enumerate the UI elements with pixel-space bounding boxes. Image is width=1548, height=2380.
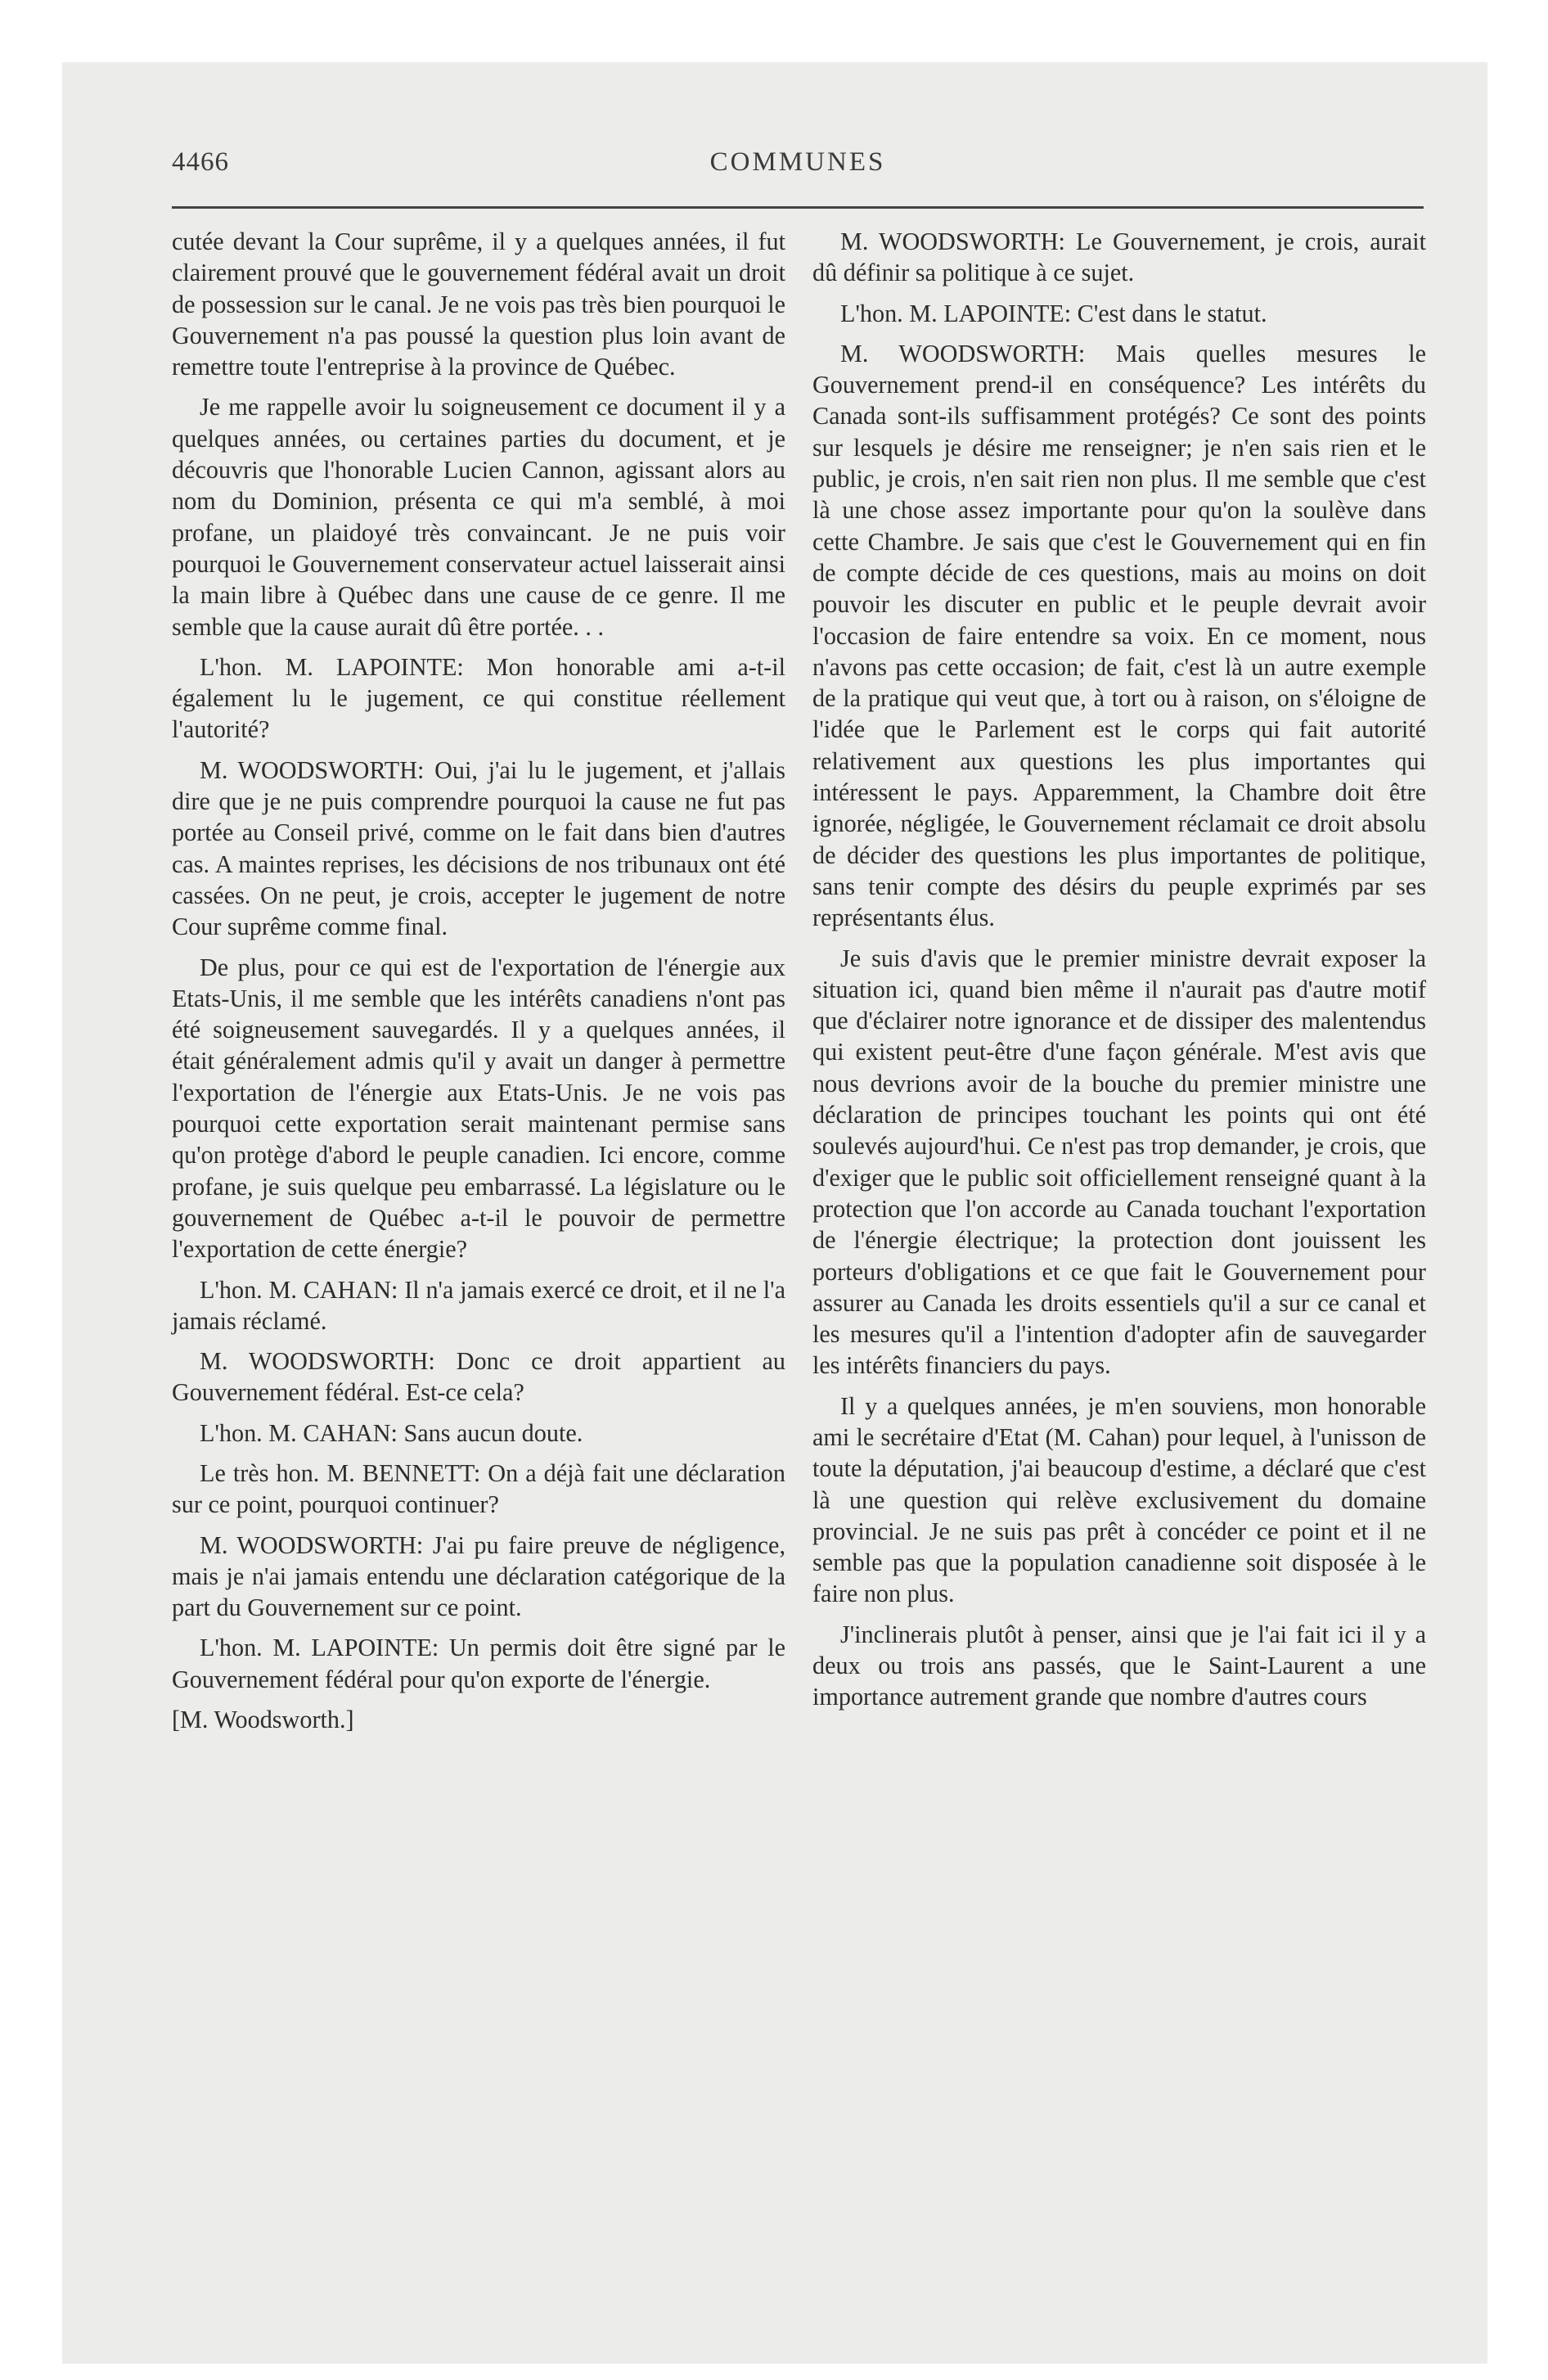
paragraph: L'hon. M. LAPOINTE: C'est dans le statut. <box>840 299 1267 327</box>
paragraph: L'hon. M. CAHAN: Il n'a jamais exercé ce droit, et il ne l'a jamais réclamé. <box>172 1275 785 1335</box>
paragraph: L'hon. M. CAHAN: Sans aucun doute. <box>200 1418 583 1447</box>
paragraph: M. WOODSWORTH: Oui, j'ai lu le jugement, et j'allais dire que je ne puis comprendre pourquoi la cause ne fut pas portée au Conseil privé, comme on le fait dans bien d'autres cas. A maintes reprises, les décisions de nos tribunaux ont été cassées. On ne peut, je crois, accepter le jugement de notre Cour suprême comme final. <box>172 755 785 941</box>
paragraph: Le très hon. M. BENNETT: On a déjà fait une déclaration sur ce point, pourquoi continuer? <box>172 1458 785 1519</box>
left-column <box>172 226 785 1744</box>
paragraph: M. WOODSWORTH: Mais quelles mesures le Gouvernement prend-il en conséquence? Les intérêts du Canada sont-ils suffisamment protégés? Ce sont des points sur lesquels je désire me renseigner; je n'en sais rien et le public, je crois, n'en sait rien non plus. Il me semble que c'est là une chose assez importante pour qu'on la soulève dans cette Chambre. Je sais que c'est le Gouvernement qui en fin de compte décide de ces questions, mais au moins on doit pouvoir les discuter en public et le peuple devrait avoir l'occasion de faire entendre sa voix. En ce moment, nous n'avons pas cette occasion; de fait, c'est là un autre exemple de la pratique qui veut que, à tort ou à raison, on s'éloigne de l'idée que le Parlement est le corps qui fait autorité relativement aux questions les plus importantes qui intéressent le pays. Apparemment, la Chambre doit être ignorée, négligée, le Gouvernement réclamait ce droit absolu de décider des questions les plus importantes de politique, sans tenir compte des désirs du peuple exprimés par ses représentants élus. <box>812 339 1426 932</box>
header-rule <box>172 206 1424 209</box>
paragraph: L'hon. M. LAPOINTE: Mon honorable ami a-t-il également lu le jugement, ce qui constitue réellement l'autorité? <box>172 652 785 744</box>
paragraph: J'inclinerais plutôt à penser, ainsi que je l'ai fait ici il y a deux ou trois ans passés, que le Saint-Laurent a une importance autrement grande que nombre d'autres cours <box>812 1620 1426 1711</box>
paragraph: cutée devant la Cour suprême, il y a quelques années, il fut clairement prouvé que le gouvernement fédéral avait un droit de possession sur le canal. Je ne vois pas très bien pourquoi le Gouvernement n'a pas poussé la question plus loin avant de remettre toute l'entreprise à la province de Québec. <box>172 228 785 381</box>
paragraph: Il y a quelques années, je m'en souviens, mon honorable ami le secrétaire d'Etat (M. Cahan) pour lequel, à l'unisson de toute la députation, j'ai beaucoup d'estime, a déclaré que c'est là une question qui relève exclusivement du domaine provincial. Je ne suis pas prêt à concéder ce point et il ne semble pas que la population canadienne soit disposée à le faire non plus. <box>812 1391 1426 1608</box>
speaker-marker: [M. Woodsworth.] <box>172 1706 354 1734</box>
right-column <box>812 226 1426 1722</box>
paragraph: L'hon. M. LAPOINTE: Un permis doit être signé par le Gouvernement fédéral pour qu'on exporte de l'énergie. <box>172 1634 785 1693</box>
paragraph: Je suis d'avis que le premier ministre devrait exposer la situation ici, quand bien même il n'aurait pas d'autre motif que d'éclairer notre ignorance et de dissiper des malentendus qui existent peut-être d'une façon générale. M'est avis que nous devrions avoir de la bouche du premier ministre une déclaration de principes touchant les points qui ont été soulevés aujourd'hui. Ce n'est pas trop demander, je crois, que d'exiger que le public soit officiellement renseigné quant à la protection que l'on accorde au Canada touchant l'exportation de l'énergie électrique; la protection dont jouissent les porteurs d'obligations et ce que fait le Gouvernement pour assurer au Canada les droits essentiels qu'il a sur ce canal et les mesures qu'il a l'intention d'adopter afin de sauvegarder les intérêts financiers du pays. <box>812 944 1426 1380</box>
paragraph: De plus, pour ce qui est de l'exportation de l'énergie aux Etats-Unis, il me semble que les intérêts canadiens n'ont pas été soigneusement sauvegardés. Il y a quelques années, il était généralement admis qu'il y avait un danger à permettre l'exportation de l'énergie aux Etats-Unis. Je ne vois pas pourquoi cette exportation serait maintenant permise sans qu'on protège d'abord le peuple canadien. Ici encore, comme profane, je suis quelque peu embarrassé. La législature ou le gouvernement de Québec a-t-il le pouvoir de permettre l'exportation de cette énergie? <box>172 953 785 1264</box>
paragraph: M. WOODSWORTH: J'ai pu faire preuve de négligence, mais je n'ai jamais entendu une déclaration catégorique de la part du Gouvernement sur ce point. <box>172 1530 785 1622</box>
paragraph: M. WOODSWORTH: Donc ce droit appartient au Gouvernement fédéral. Est-ce cela? <box>172 1347 785 1407</box>
running-title: COMMUNES <box>709 147 886 177</box>
page-header <box>172 147 1424 188</box>
paragraph: Je me rappelle avoir lu soigneusement ce document il y a quelques années, ou certaines parties du document, et je découvris que l'honorable Lucien Cannon, agissant alors au nom du Dominion, présenta ce qui m'a semblé, à moi profane, un plaidoyé très convaincant. Je ne puis voir pourquoi le Gouvernement conservateur actuel laisserait ainsi la main libre à Québec dans une cause de ce genre. Il me semble que la cause aurait dû être portée. . . <box>172 393 785 641</box>
page-number: 4466 <box>172 147 229 177</box>
paragraph: M. WOODSWORTH: Le Gouvernement, je crois, aurait dû définir sa politique à ce sujet. <box>812 228 1426 287</box>
